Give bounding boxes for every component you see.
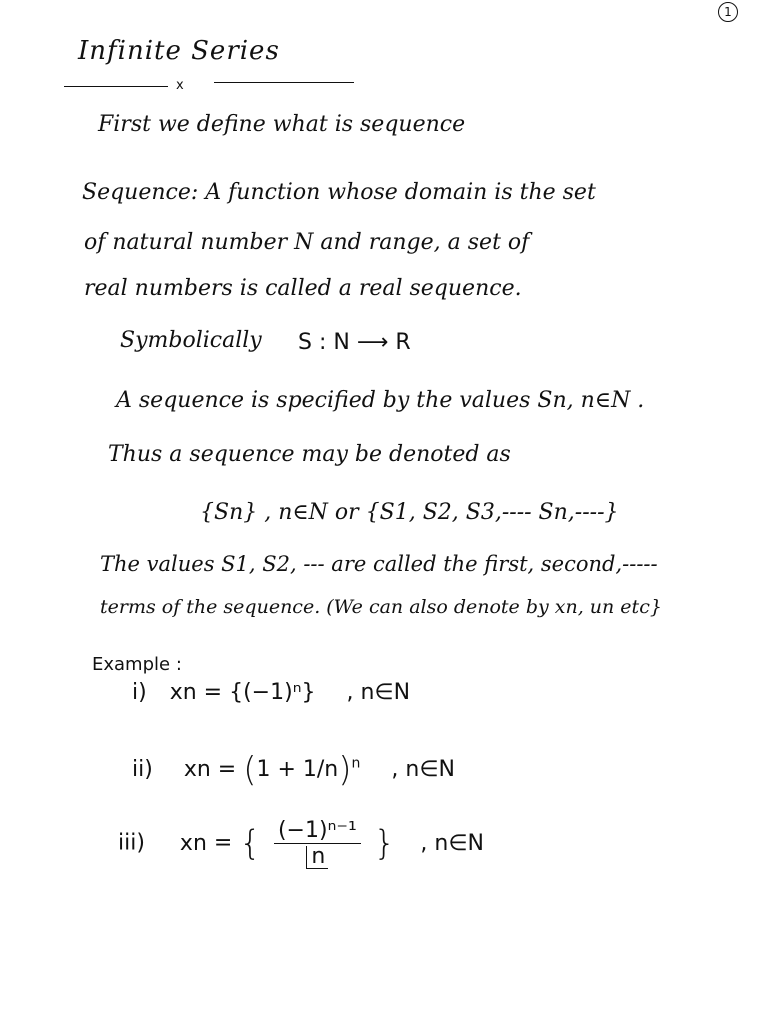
title-underline-right — [214, 82, 354, 83]
example-3-denominator: n — [306, 846, 328, 869]
example-2-lhs: xn — [183, 757, 211, 782]
example-1-lhs: xn — [169, 680, 197, 705]
example-3-fraction — [274, 818, 361, 869]
example-1-domain: , n∈N — [346, 680, 411, 705]
example-1-number: i) — [132, 680, 147, 705]
example-item-1 — [132, 680, 410, 705]
values-line-1: The values S1, S2, --- are called the first, second,----- — [100, 552, 658, 576]
example-2-number: ii) — [132, 757, 153, 782]
thus-line: Thus a sequence may be denoted as — [108, 442, 511, 467]
example-3-lhs: xn — [179, 830, 207, 856]
page-number: 1 — [718, 2, 738, 22]
specified-line: A sequence is specified by the values Sn, n∈N . — [116, 388, 645, 413]
example-1-expression: = {(−1)ⁿ} — [203, 680, 316, 705]
title-mark: x — [176, 78, 184, 93]
definition-line-3: real numbers is called a real sequence. — [84, 276, 522, 301]
example-2-domain: , n∈N — [391, 757, 455, 782]
example-2-base: 1 + 1/n — [256, 757, 339, 782]
example-item-3: iii) xn = { $\frac{\text{(−1)ⁿ⁻¹}}{n}$ } , n∈N — [118, 818, 484, 869]
example-label: Example : — [92, 654, 182, 675]
symbolic-expression: S : N ⟶ R — [298, 330, 411, 355]
definition-line-2: of natural number N and range, a set of — [84, 230, 530, 255]
notation-line: {Sn} , n∈N or {S1, S2, S3,---- Sn,----} — [200, 500, 619, 525]
intro-line: First we define what is sequence — [98, 112, 466, 137]
example-item-2: ii) xn = $(1 + 1/n)^n$ , n∈N — [132, 750, 455, 790]
example-2-exponent: n — [351, 755, 361, 772]
definition-line-1: Sequence: A function whose domain is the set — [82, 180, 596, 205]
title-underline-left — [64, 86, 168, 87]
example-3-numerator: (−1)ⁿ⁻¹ — [274, 818, 361, 844]
example-3-number: iii) — [118, 830, 145, 856]
symbolically-label: Symbolically — [120, 328, 262, 353]
example-3-domain: , n∈N — [420, 830, 484, 856]
page-title: Infinite Series — [78, 36, 280, 66]
values-line-2: terms of the sequence. (We can also denote by xn, un etc} — [100, 596, 662, 618]
